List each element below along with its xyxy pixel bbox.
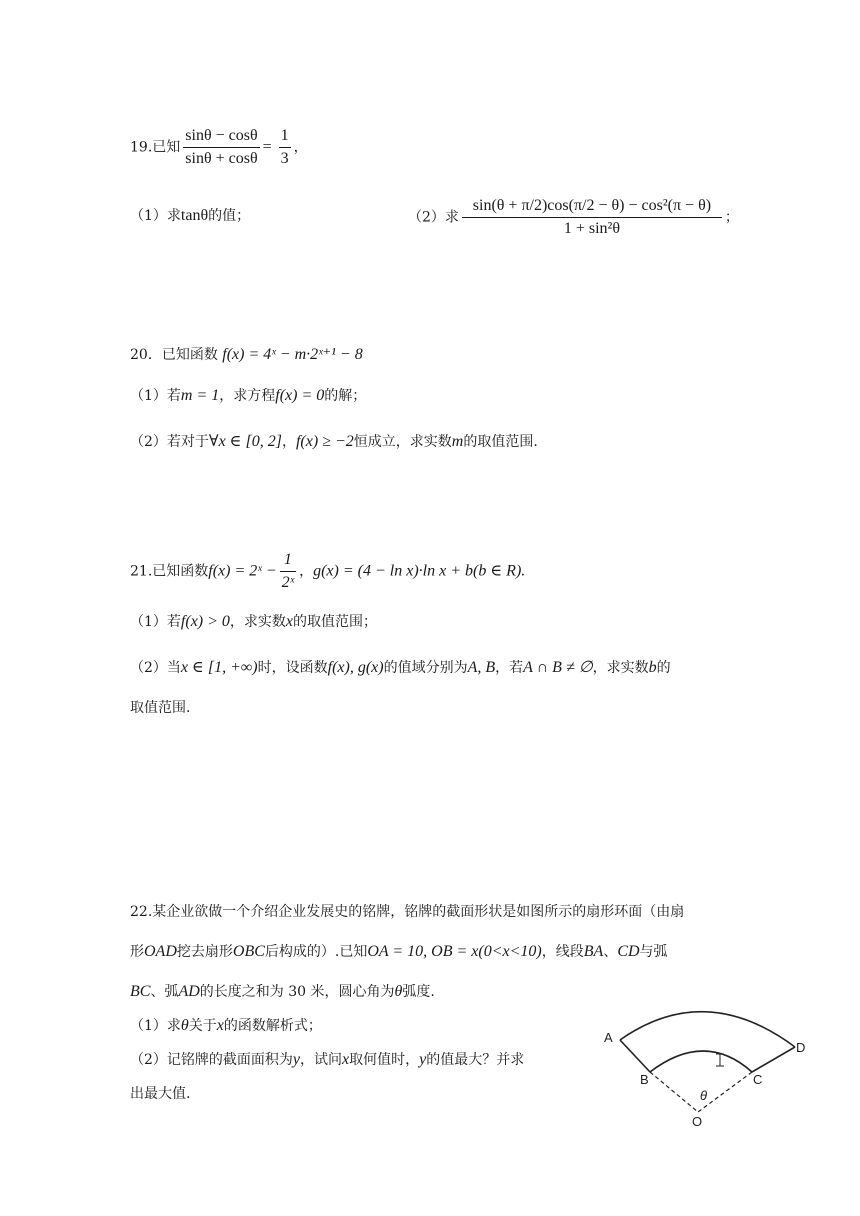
q22-p1-theta: θ [180,1017,189,1034]
q22-l2-cond: OA = 10, OB = x(0<x<10) [367,943,542,960]
q19-p2-prefix: （2）求 [408,209,459,226]
q21-p2-end: 的 [656,660,671,676]
q19-frac-num: sinθ − cosθ [183,126,259,148]
q20-func: f(x) = 4ˣ − m·2ˣ⁺¹ − 8 [222,346,363,363]
q20-p2-suffix: 的取值范围. [463,434,538,450]
q22-p2-prefix: （2）记铭牌的截面面积为 [130,1052,293,1068]
label-b: B [640,1072,649,1087]
q22-p1-x: x [216,1017,224,1034]
q19-p1-expr: tanθ [180,207,209,224]
q21-p2-mid4: ，求实数 [592,660,649,676]
q19-comma: ， [293,139,308,156]
q22-l2-b: 挖去扇形 [176,944,233,960]
q21-part1 [130,612,377,632]
q21-part2-cont [130,698,190,718]
q21-p1-mid: ，求实数 [229,614,286,630]
q19-title: 19.已知 [130,139,181,156]
q22-p1-suffix: 的函数解析式； [223,1018,322,1034]
q20-p2-var: m [451,433,464,450]
q22-l2-c: 后构成的）.已知 [264,944,368,960]
q21-p1-cond: f(x) > 0 [180,613,230,630]
q20-p2-prefix: （2）若对于 [130,434,209,450]
arc-ad [620,1012,795,1047]
q20-p1-mid: ，求方程 [219,388,276,404]
q21-p1-prefix: （1）若 [130,614,181,630]
q22-p1-mid: 关于 [188,1018,217,1034]
q22-part1 [130,1016,322,1036]
q21-p2-funcs: f(x), g(x) [327,659,384,676]
q19-three: 3 [280,150,289,167]
q19-one-third [279,126,291,169]
q19-p2-den: 1 + sin²θ [563,220,620,237]
q22-l2-a: 形 [130,944,144,960]
q22-l2-e: 、 [603,944,618,960]
label-d: D [796,1040,806,1055]
q21-f-den: 2ˣ [281,574,295,591]
q20-p2-sep: ， [281,434,296,450]
q22-p2-x: x [342,1051,350,1068]
radius-ob [650,1072,698,1112]
q22-line2 [130,942,668,962]
q22-l2-ba: BA [583,943,604,960]
q22-line1 [130,902,684,922]
q20-title: 20．已知函数 [130,347,218,363]
q19-p2-num: sin(θ + π/2)cos(π/2 − θ) − cos²(π − θ) [462,196,722,218]
q21-p1-var: x [285,613,294,630]
segment-cd [752,1047,795,1072]
q20-p1-prefix: （1）若 [130,388,181,404]
q20-p2-cond: ∀x ∈ [0, 2] [208,433,282,450]
q21-sep: ， [299,563,314,580]
q22-part2 [130,1050,524,1070]
q19-stem [130,126,308,169]
q21-p1-suffix: 的取值范围； [293,614,378,630]
q21-p2-inter: A ∩ B ≠ ∅ [523,659,593,676]
label-a: A [604,1030,613,1045]
segment-ab [620,1040,650,1072]
q19-part1 [130,206,250,226]
q22-l2-obc: OBC [232,943,265,960]
q21-f-num: 1 [280,550,297,572]
q19-part2 [408,196,739,239]
q21-p2-mid3: ，若 [495,660,524,676]
sector-ring-figure [600,1000,815,1130]
q22-stem-line1: 22.某企业欲做一个介绍企业发展史的铭牌，铭牌的截面形状是如图所示的扇形环面（由扇 [130,904,685,920]
arc-bc [650,1051,752,1072]
q21-p2-prefix: （2）当 [130,660,181,676]
q19-p2-fraction [462,196,722,239]
q20-p1-suffix: 的解； [324,388,367,404]
q19-p2-suffix: ； [724,209,739,226]
q21-part2 [130,658,671,678]
q22-p2-suffix: 的值最大？并求 [426,1052,525,1068]
q20-p2-ineq: f(x) ≥ −2 [295,433,354,450]
q21-p2-line2: 取值范围. [130,700,191,716]
q22-l3-c: 弧度. [402,984,435,1000]
label-c: C [753,1072,763,1087]
q21-p2-var: b [648,659,657,676]
q22-p2-y2: y [419,1051,427,1068]
q21-p2-mid1: 时，设函数 [257,660,328,676]
q22-l2-oad: OAD [144,943,177,960]
q22-p2-line2: 出最大值. [130,1086,191,1102]
sector-ring-svg [600,1000,815,1130]
q21-p2-cond: x ∈ [1, +∞) [180,659,258,676]
q22-p2-mid2: 取何值时， [349,1052,420,1068]
q19-one: 1 [279,126,291,148]
q22-p2-y: y [292,1051,301,1068]
q20-stem [130,345,363,365]
q20-part1 [130,386,366,406]
q22-l3-ad: AD [178,983,200,1000]
q19-p1-suffix: 的值； [208,208,251,224]
q22-p1-prefix: （1）求 [130,1018,181,1034]
q21-f-fraction [280,550,297,593]
q20-p1-cond: m = 1 [180,387,220,404]
label-theta: θ [700,1088,708,1103]
q21-p2-sets: A, B [467,659,496,676]
q22-l2-f: 与弧 [639,944,668,960]
q22-l3-theta: θ [394,983,403,1000]
q22-l2-d: ，线段 [541,944,584,960]
q19-frac-den: sinθ + cosθ [185,150,258,167]
q22-l3-b: 的长度之和为 30 米，圆心角为 [199,984,395,1000]
q22-part2-cont [130,1084,190,1104]
q22-line3 [130,982,435,1002]
q22-l2-cd: CD [617,943,640,960]
label-o: O [692,1114,703,1129]
q20-p2-mid: 恒成立，求实数 [353,434,452,450]
q19-fraction [183,126,259,169]
q21-title: 21.已知函数 [130,563,209,580]
q22-l3-bc: BC [130,983,151,1000]
q19-equals: = [262,138,276,156]
q22-l3-a: 、弧 [150,984,179,1000]
q21-p2-mid2: 的值域分别为 [383,660,468,676]
q21-f-def: f(x) = 2ˣ − [208,562,277,580]
q19-p1-prefix: （1）求 [130,208,181,224]
q21-g-def: g(x) = (4 − ln x)·ln x + b(b ∈ R). [313,562,526,580]
q21-stem [130,550,525,593]
q20-p1-eq: f(x) = 0 [275,387,325,404]
q22-p2-mid: ，试问 [300,1052,343,1068]
q20-part2 [130,432,538,452]
